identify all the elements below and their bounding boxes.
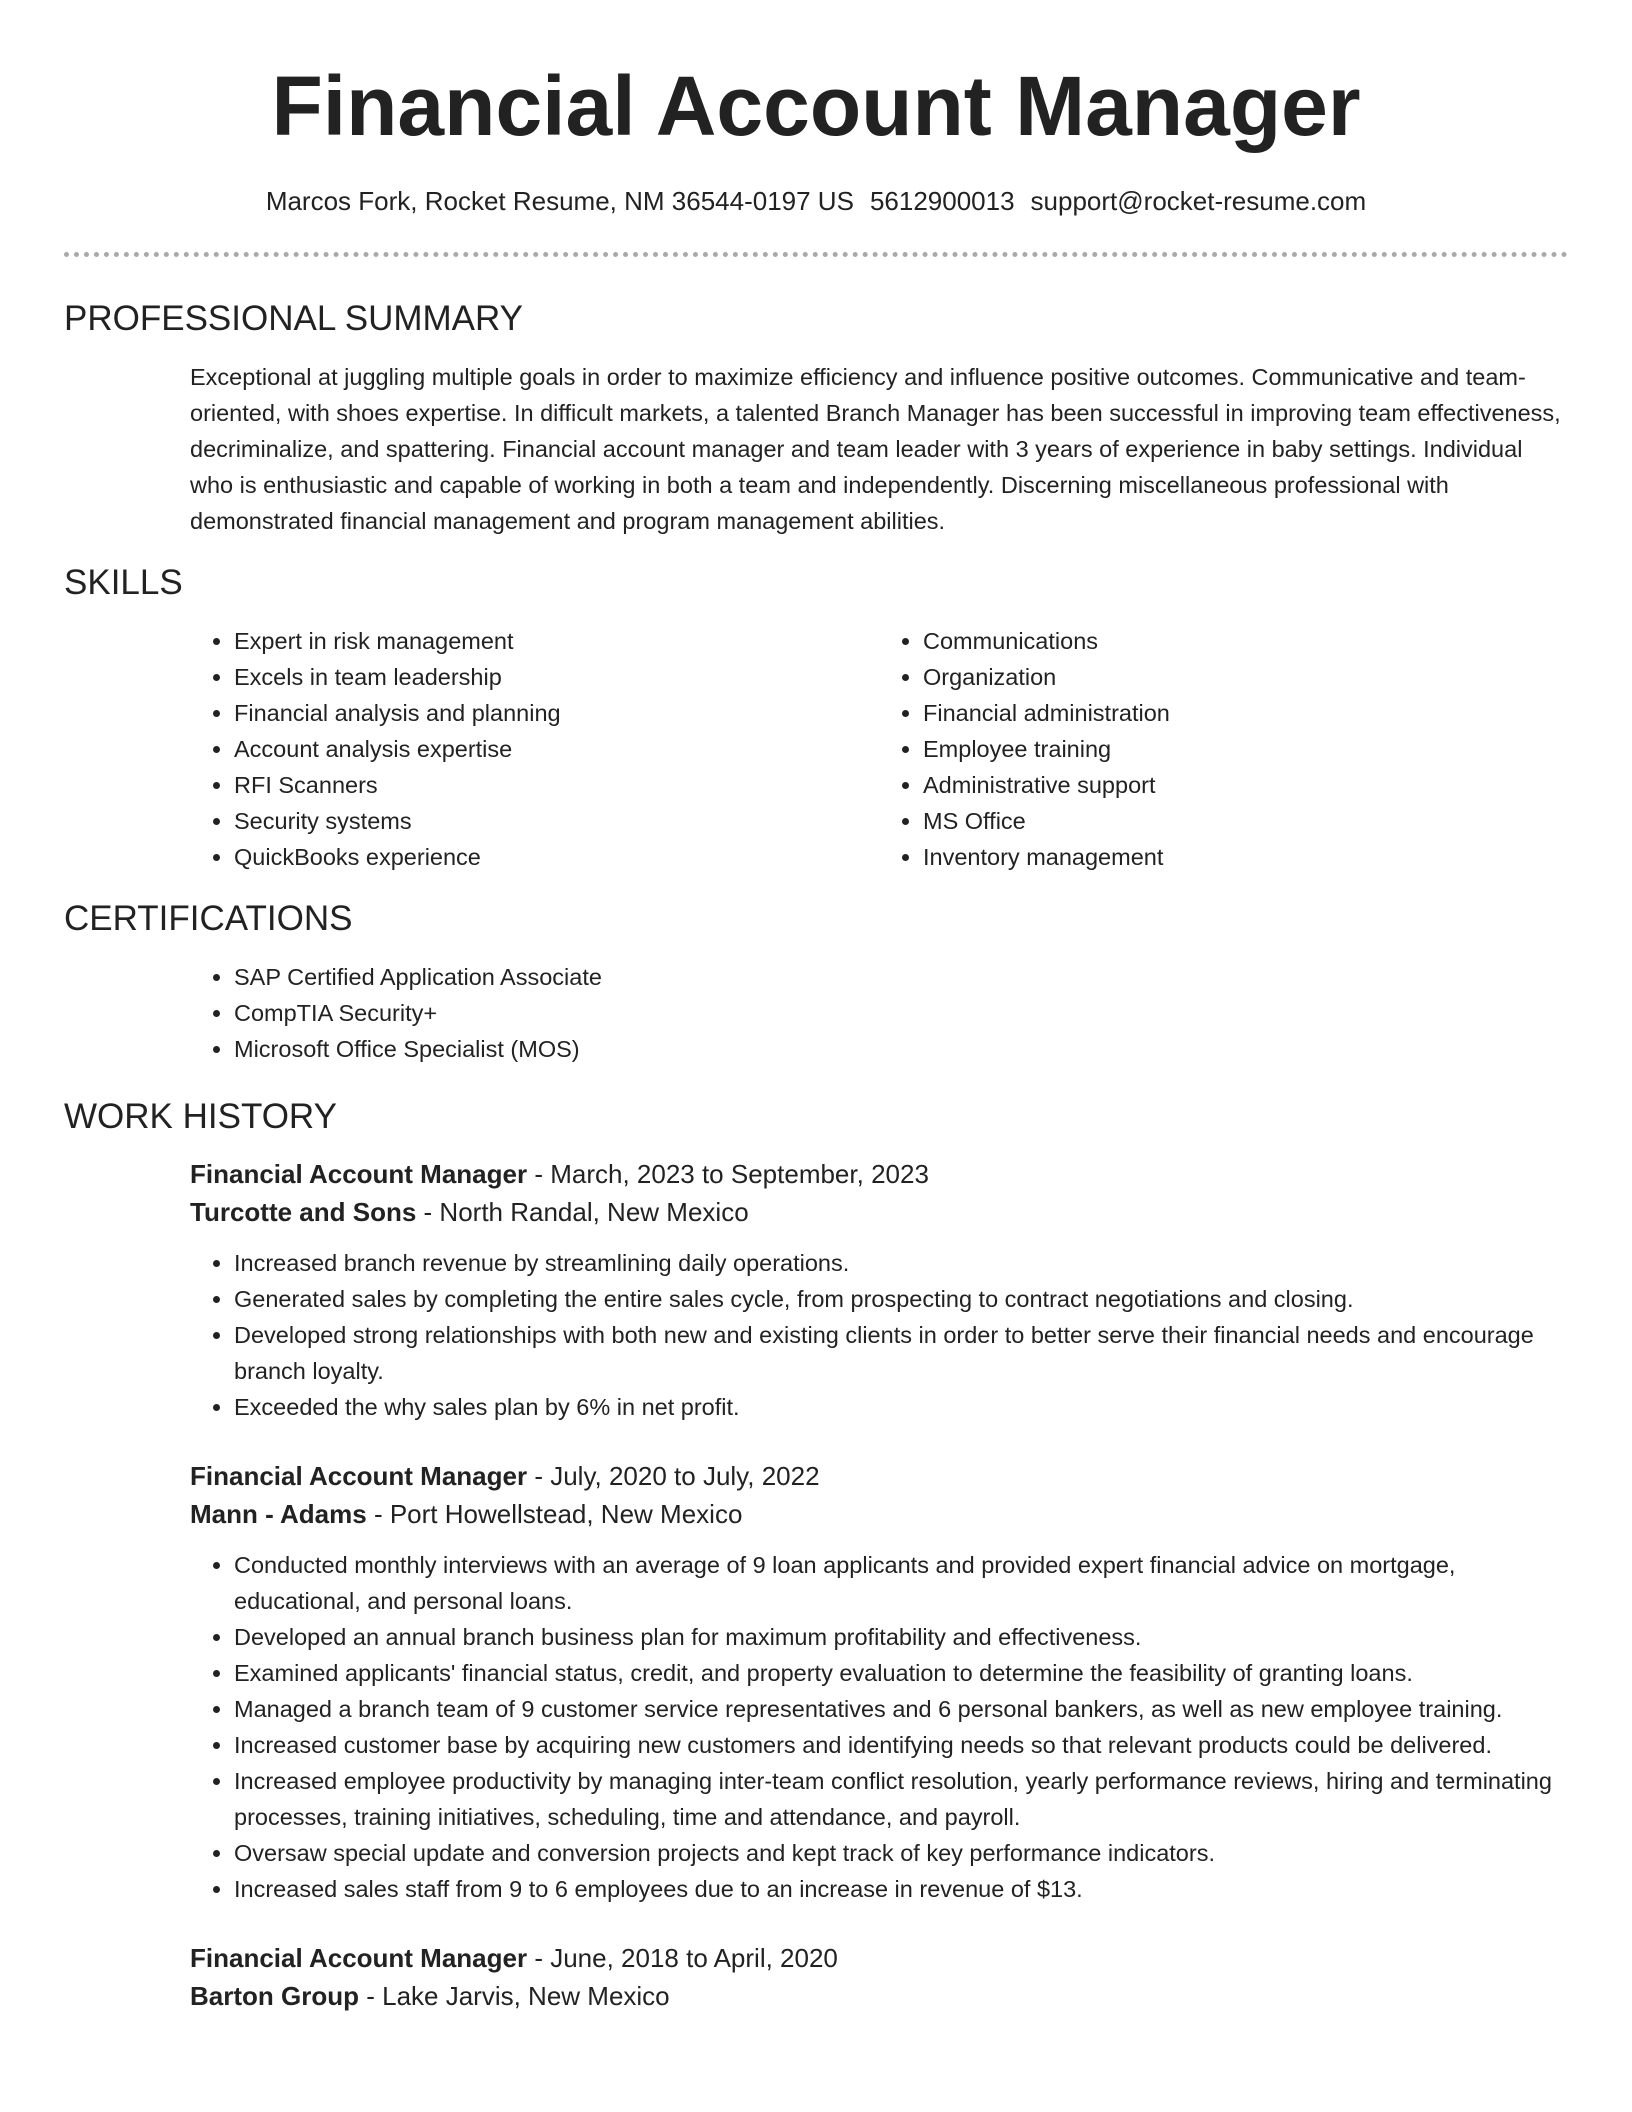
job-bullet: • Increased customer base by acquiring new customers and identifying needs so that relevant products could be delivered. [234,1727,1568,1763]
job-company: Barton Group [190,1981,359,2011]
job-entry [64,1939,1568,2015]
job-location: - North Randal, New Mexico [416,1197,749,1227]
work-history-heading: WORK HISTORY [64,1097,337,1136]
job-title-line [190,1939,1568,1977]
contact-email: support@rocket-resume.com [1030,186,1367,216]
job-bullet: • Increased sales staff from 9 to 6 employees due to an increase in revenue of $13. [234,1871,1568,1907]
skill-item: • Communications [923,623,1568,659]
summary-text: Exceptional at juggling multiple goals in order to maximize efficiency and influence positive outcomes. Communicative and team-oriented, with shoes expertise. In difficult markets, a talented Branch Manager has been successful in improving team effectiveness, decriminalize, and spattering. Financial account manager and team leader with 3 years of experience in baby settings. Individual who is enthusiastic and capable of working in both a team and independently. Discerning miscellaneous professional with demonstrated financial management and program management abilities. [190,364,1561,534]
job-company-line [190,1495,1568,1533]
job-bullet: • Conducted monthly interviews with an average of 9 loan applicants and provided expert financial advice on mortgage, educational, and personal loans. [234,1547,1568,1619]
header-divider [64,252,1568,257]
job-title-line [190,1457,1568,1495]
certifications-section [64,959,1568,1067]
skill-item: • Account analysis expertise [234,731,879,767]
job-bullets [190,1547,1568,1907]
job-bullet: • Oversaw special update and conversion projects and kept track of key performance indicators. [234,1835,1568,1871]
job-company-line [190,1977,1568,2015]
skill-item: • Employee training [923,731,1568,767]
summary-section [64,359,1568,539]
skill-item: • Security systems [234,803,879,839]
job-title: Financial Account Manager [190,1461,528,1491]
job-entry [64,1155,1568,1425]
certification-item: • Microsoft Office Specialist (MOS) [234,1031,1568,1067]
job-company: Mann - Adams [190,1499,367,1529]
job-bullet: • Developed an annual branch business plan for maximum profitability and effectiveness. [234,1619,1568,1655]
contact-address: Marcos Fork, Rocket Resume, NM 36544-0197 US [265,186,854,216]
certifications-heading: CERTIFICATIONS [64,899,353,938]
job-title: Financial Account Manager [190,1159,528,1189]
contact-line [64,184,1568,218]
skill-item: • RFI Scanners [234,767,879,803]
skills-list-left [190,623,879,875]
job-bullet: • Increased employee productivity by managing inter-team conflict resolution, yearly performance reviews, hiring and terminating processes, training initiatives, scheduling, time and attendance, and payroll. [234,1763,1568,1835]
skill-item: • Organization [923,659,1568,695]
job-dates: - July, 2020 to July, 2022 [527,1461,820,1491]
job-company-line [190,1193,1568,1231]
skill-item: • Inventory management [923,839,1568,875]
job-bullet: • Generated sales by completing the entire sales cycle, from prospecting to contract negotiations and closing. [234,1281,1568,1317]
resume-title: Financial Account Manager [271,59,1361,153]
skill-item: • Excels in team leadership [234,659,879,695]
job-bullet: • Developed strong relationships with both new and existing clients in order to better serve their financial needs and encourage branch loyalty. [234,1317,1568,1389]
certification-item: • SAP Certified Application Associate [234,959,1568,995]
skill-item: • Financial analysis and planning [234,695,879,731]
job-dates: - March, 2023 to September, 2023 [527,1159,929,1189]
skill-item: • Expert in risk management [234,623,879,659]
job-bullets [190,1245,1568,1425]
skills-heading: SKILLS [64,563,183,602]
skill-item: • Administrative support [923,767,1568,803]
summary-heading: PROFESSIONAL SUMMARY [64,299,523,338]
skill-item: • QuickBooks experience [234,839,879,875]
skills-list-right [879,623,1568,875]
job-bullet: • Exceeded the why sales plan by 6% in net profit. [234,1389,1568,1425]
job-bullet: • Managed a branch team of 9 customer service representatives and 6 personal bankers, as well as new employee training. [234,1691,1568,1727]
job-company: Turcotte and Sons [190,1197,417,1227]
job-title-line [190,1155,1568,1193]
certification-item: • CompTIA Security+ [234,995,1568,1031]
certifications-list [190,959,1568,1067]
job-title: Financial Account Manager [190,1943,528,1973]
job-dates: - June, 2018 to April, 2020 [527,1943,838,1973]
job-location: - Lake Jarvis, New Mexico [359,1981,670,2011]
skill-item: • MS Office [923,803,1568,839]
job-location: - Port Howellstead, New Mexico [366,1499,743,1529]
contact-phone: 5612900013 [869,186,1015,216]
skills-section [64,623,1568,875]
job-entry [64,1457,1568,1907]
job-bullet: • Examined applicants' financial status, credit, and property evaluation to determine the feasibility of granting loans. [234,1655,1568,1691]
skill-item: • Financial administration [923,695,1568,731]
job-bullet: • Increased branch revenue by streamlining daily operations. [234,1245,1568,1281]
